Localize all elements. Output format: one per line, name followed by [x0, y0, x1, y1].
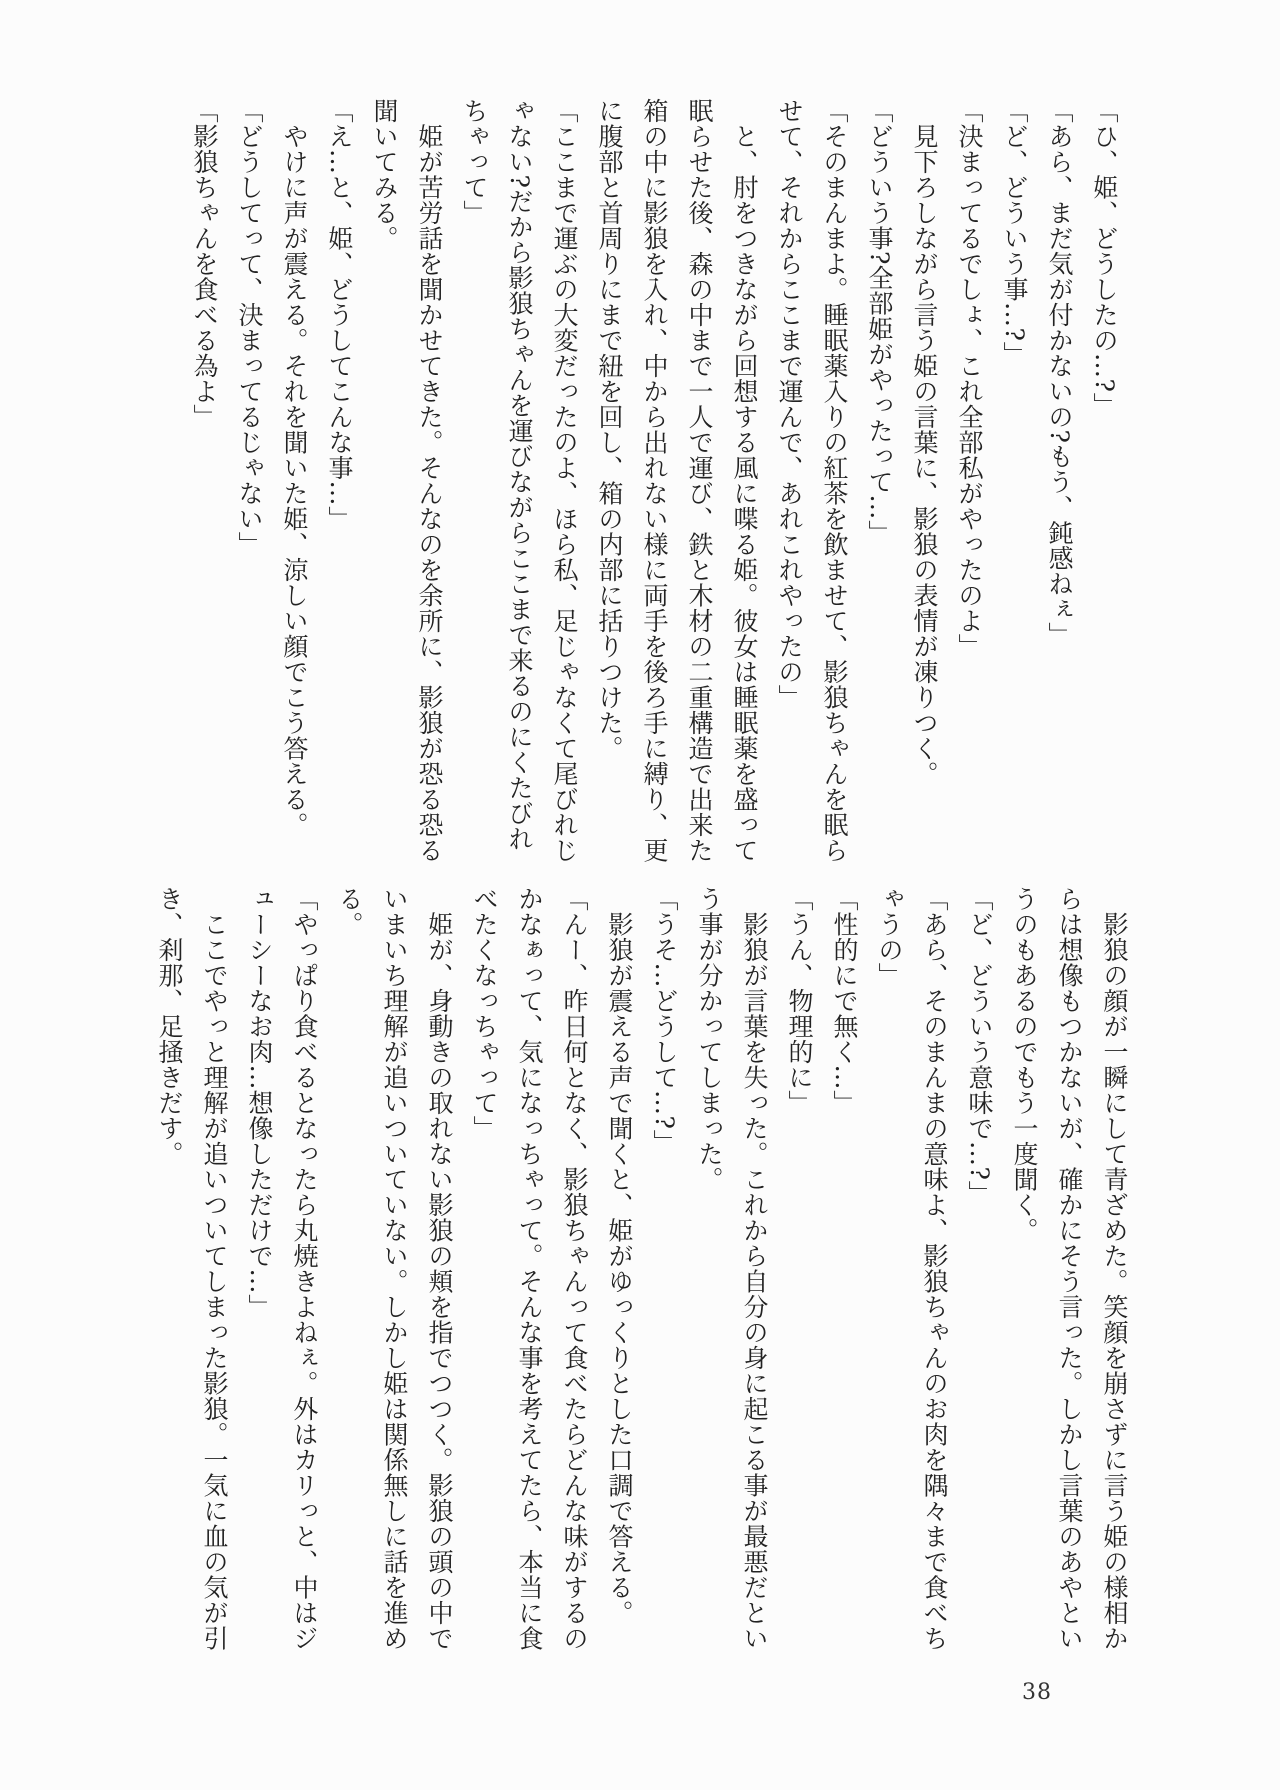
- text-column: 「どうしてって、決まってるじゃない」: [235, 98, 264, 557]
- text-column: 「ひ、姫、どうしたの…?」: [1090, 98, 1119, 418]
- text-column: 箱の中に影狼を入れ、中から出れない様に両手を後ろ手に縛り、更: [640, 98, 669, 863]
- text-column: 「ど、どういう意味で…?」: [965, 886, 994, 1206]
- text-column: やけに声が震える。それを聞いた姫、涼しい顔でこう答える。: [280, 98, 309, 838]
- page-number: 38: [1022, 1680, 1052, 1705]
- text-column: せて、それからここまで運んで、あれこれやったの」: [775, 98, 804, 710]
- text-column: 「あら、まだ気が付かないの?もう、鈍感ねぇ」: [1045, 98, 1074, 648]
- text-column: 「ここまで運ぶの大変だったのよ、ほら私、足じゃなくて尾びれじ: [550, 98, 579, 863]
- text-column: ゃうの」: [875, 886, 904, 988]
- text-column: いまいち理解が追いついていない。しかし姫は関係無しに話を進め: [380, 886, 409, 1651]
- text-column: 「あら、そのまんまの意味よ、影狼ちゃんのお肉を隅々まで食べち: [920, 886, 949, 1651]
- text-column: 「決まってるでしょ、これ全部私がやったのよ」: [955, 98, 984, 659]
- text-column: 影狼が震える声で聞くと、姫がゆっくりとした口調で答える。: [605, 886, 634, 1626]
- text-column: 「やっぱり食べるとなったら丸焼きよねぇ。外はカリっと、中はジ: [290, 886, 319, 1651]
- text-column: 姫が、身動きの取れない影狼の頬を指でつつく。影狼の頭の中で: [425, 886, 454, 1651]
- text-column: ちゃって」: [460, 98, 489, 226]
- text-column: 「性的にで無く…」: [830, 886, 859, 1116]
- text-column: ゃない?だから影狼ちゃんを運びながらここまで来るのにくたびれ: [505, 98, 534, 852]
- text-column: に腹部と首周りにまで紐を回し、箱の内部に括りつけた。: [595, 98, 624, 761]
- text-column: う事が分かってしまった。: [695, 886, 724, 1192]
- top-text-block: [182, 98, 1127, 870]
- text-column: 「そのまんまよ。睡眠薬入りの紅茶を飲ませて、影狼ちゃんを眠ら: [820, 98, 849, 863]
- text-column: 聞いてみる。: [370, 98, 399, 251]
- text-column: らは想像もつかないが、確かにそう言った。しかし言葉のあやとい: [1055, 886, 1084, 1651]
- text-column: 「ど、どういう事…?」: [1000, 98, 1029, 367]
- text-column: 姫が苦労話を聞かせてきた。そんなのを余所に、影狼が恐る恐る: [415, 98, 444, 863]
- text-column: 「んー、昨日何となく、影狼ちゃんって食べたらどんな味がするの: [560, 886, 589, 1651]
- text-column: 「どういう事?全部姫がやったって…」: [865, 98, 894, 546]
- text-column: 「うそ…どうして…?」: [650, 886, 679, 1155]
- text-column: 「うん、物理的に」: [785, 886, 814, 1116]
- text-column: 影狼が言葉を失った。これから自分の身に起こる事が最悪だとい: [740, 886, 769, 1651]
- text-column: 見下ろしながら言う姫の言葉に、影狼の表情が凍りつく。: [910, 98, 939, 787]
- text-column: 影狼の顔が一瞬にして青ざめた。笑顔を崩さずに言う姫の様相か: [1100, 886, 1129, 1651]
- text-column: と、肘をつきながら回想する風に喋る姫。彼女は睡眠薬を盛って: [730, 98, 759, 863]
- bottom-text-block: [147, 886, 1137, 1694]
- text-column: き、刹那、足掻きだす。: [155, 886, 184, 1167]
- text-column: うのもあるのでもう一度聞く。: [1010, 886, 1039, 1243]
- text-column: る。: [335, 886, 364, 937]
- text-column: 「え…と、姫、どうしてこんな事…」: [325, 98, 354, 532]
- text-column: 眠らせた後、森の中まで一人で運び、鉄と木材の二重構造で出来た: [685, 98, 714, 863]
- text-column: かなぁって、気になっちゃって。そんな事を考えてたら、本当に食: [515, 886, 544, 1651]
- text-column: べたくなっちゃって」: [470, 886, 499, 1141]
- text-column: ここでやっと理解が追いついてしまった影狼。一気に血の気が引: [200, 886, 229, 1651]
- text-column: 「影狼ちゃんを食べる為よ」: [190, 98, 219, 430]
- text-column: ューシーなお肉…想像しただけで…」: [245, 886, 274, 1320]
